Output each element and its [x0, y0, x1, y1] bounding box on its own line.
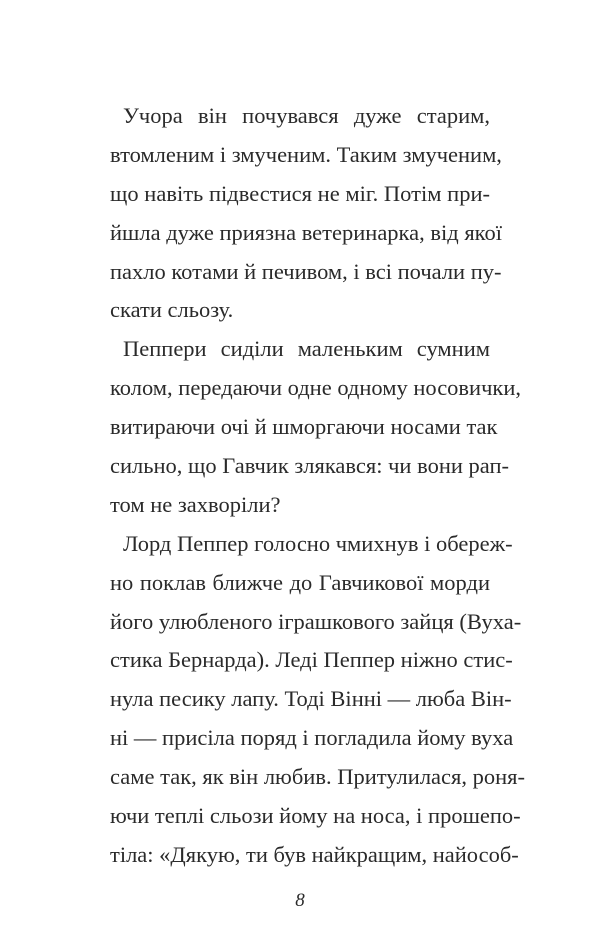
text-line: стика Бернарда). Леді Пеппер ніжно стис- [110, 647, 513, 673]
text-line: том не захворіли? [110, 491, 281, 517]
text-line: тіла: «Дякую, ти був найкращим, найособ- [110, 841, 519, 867]
text-line: саме так, як він любив. Притулилася, роня- [110, 764, 526, 790]
text-line: Лорд Пеппер голосно чмихнув і обереж- [123, 530, 513, 556]
text-line: Пеппери сиділи маленьким сумним [123, 336, 490, 362]
text-line: витираючи очі й шморгаючи носами так [110, 414, 498, 440]
text-line: скати сльозу. [110, 297, 234, 323]
text-line: колом, передаючи одне одному носовички, [110, 375, 522, 401]
page-number: 8 [295, 890, 305, 911]
page-body [110, 97, 526, 875]
text-line: пахло котами й печивом, і всі почали пу- [110, 258, 502, 284]
text-line: сильно, що Гавчик злякався: чи вони рап- [110, 453, 510, 479]
text-line: його улюбленого іграшкового зайця (Вуха- [110, 608, 522, 634]
text-line: ні — присіла поряд і погладила йому вуха [110, 725, 514, 751]
text-line: но поклав ближче до Гавчикової морди [110, 569, 490, 595]
text-line: Учора він почувався дуже старим, [123, 103, 490, 128]
text-line: йшла дуже приязна ветеринарка, від якої [110, 219, 502, 245]
text-line: що навіть підвестися не міг. Потім при- [110, 180, 490, 206]
text-line: втомленим і змученим. Таким змученим, [110, 141, 502, 167]
text-line: нула песику лапу. Тоді Вінні — люба Він- [110, 686, 512, 712]
text-line: ючи теплі сльози йому на носа, і прошепо- [110, 803, 521, 829]
